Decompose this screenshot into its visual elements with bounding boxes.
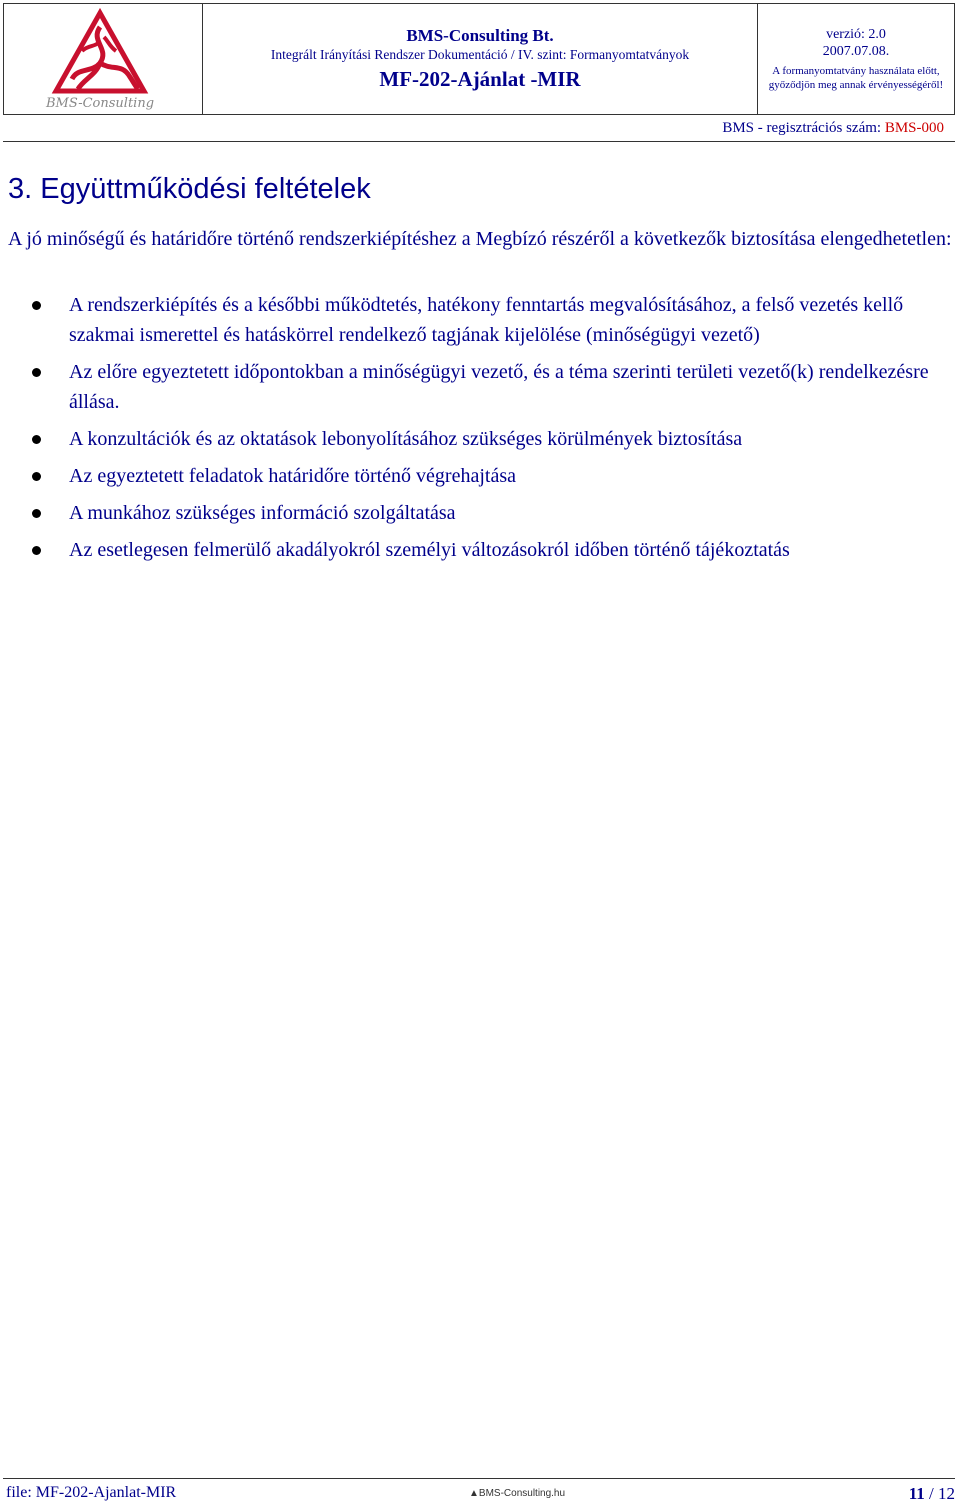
document-header	[3, 3, 955, 115]
logo-text: BMS-Consulting	[45, 96, 155, 111]
page-number	[909, 1484, 955, 1504]
list-item	[8, 424, 954, 454]
section-intro: A jó minőségű és határidőre történő rendszerkiépítéshez a Megbízó részéről a következők biztosítása elengedhetetlen:	[8, 228, 952, 250]
list-item-text: Az előre egyeztetett időpontokban a minőségügyi vezető, és a téma szerinti területi vezető(k) rendelkezésre állása.	[69, 361, 929, 413]
page-total: 12	[938, 1484, 955, 1503]
footer-divider	[3, 1478, 955, 1479]
document-name: MF-202-Ajánlat -MIR	[379, 67, 581, 91]
page-current: 11	[908, 1484, 925, 1503]
header-title-block	[203, 4, 758, 114]
list-item-text: Az egyeztetett feladatok határidőre történő végrehajtása	[69, 465, 516, 487]
footer-file-name: file: MF-202-Ajanlat-MIR	[6, 1484, 177, 1501]
registration-value: BMS-000	[884, 120, 944, 136]
list-item	[8, 461, 954, 491]
list-item-text: A rendszerkiépítés és a későbbi működtetés, hatékony fenntartás megvalósításához, a felső vezetés kellő szakmai ismerettel és hatáskörrel rendelkező tagjának kijelölése (minőségügyi vezető)	[69, 294, 904, 346]
list-item	[8, 535, 954, 565]
registration-label: BMS - regisztrációs szám:	[722, 120, 885, 136]
header-version-block	[758, 4, 954, 114]
header-divider	[3, 141, 955, 142]
document-footer	[3, 1482, 955, 1506]
list-item-text: A konzultációk és az oktatások lebonyolításához szükséges körülmények biztosítása	[69, 428, 743, 450]
bullet-icon	[32, 368, 41, 377]
document-subtitle: Integrált Irányítási Rendszer Dokumentáció / IV. szint: Formanyomtatványok	[270, 47, 690, 62]
requirements-list	[8, 290, 954, 572]
version-date: 2007.07.08.	[822, 44, 890, 59]
footer-site-text: BMS-Consulting.hu	[478, 1488, 566, 1499]
version-label: verzió: 2.0	[826, 27, 886, 42]
list-item	[8, 498, 954, 528]
bullet-icon	[32, 472, 41, 481]
section-title: 3. Együttműködési feltételek	[8, 173, 371, 205]
bullet-icon	[32, 301, 41, 310]
list-item	[8, 290, 954, 350]
bullet-icon	[32, 509, 41, 518]
bullet-icon	[32, 435, 41, 444]
validity-notice-line2: győződjön meg annak érvényességéről!	[768, 79, 944, 91]
registration-number	[722, 120, 944, 137]
validity-notice-line1: A formanyomtatvány használata előtt,	[772, 65, 940, 77]
bullet-icon	[32, 546, 41, 555]
list-item-text: Az esetlegesen felmerülő akadályokról személyi változásokról időben történő tájékoztatás	[69, 539, 790, 561]
footer-site	[469, 1488, 565, 1499]
page-separator: /	[924, 1484, 938, 1503]
list-item	[8, 357, 954, 417]
list-item-text: A munkához szükséges információ szolgáltatása	[69, 502, 456, 524]
company-logo	[4, 4, 203, 114]
footer-logo-icon: ▲	[469, 1488, 479, 1499]
company-name: BMS-Consulting Bt.	[406, 26, 554, 45]
validity-notice	[769, 64, 943, 92]
bms-logo-icon	[18, 5, 188, 113]
